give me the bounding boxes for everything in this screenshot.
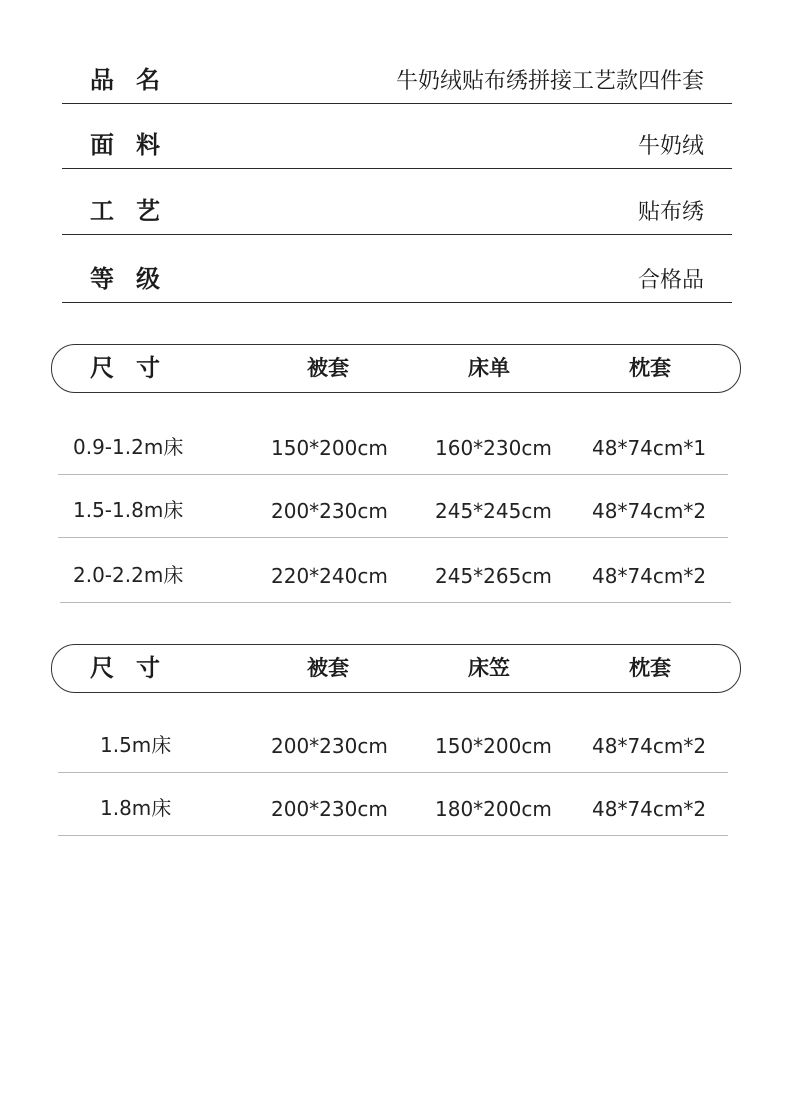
spec-label: 面料 (90, 131, 182, 159)
spec-value: 牛奶绒 (637, 134, 704, 159)
spec-value: 贴布绣 (637, 200, 704, 225)
cell-pillowcase: 48*74cm*1 (592, 436, 707, 460)
cell-duvet: 200*230cm (271, 797, 388, 821)
spec-row-grade (62, 234, 732, 303)
header-duvet: 被套 (307, 656, 349, 680)
header-fitted-sheet: 床笠 (468, 656, 510, 680)
cell-sheet: 245*265cm (435, 564, 552, 588)
cell-pillowcase: 48*74cm*2 (592, 499, 707, 523)
cell-size: 0.9-1.2m床 (73, 435, 184, 459)
cell-pillowcase: 48*74cm*2 (592, 734, 707, 758)
cell-sheet: 160*230cm (435, 436, 552, 460)
spec-row-name (62, 56, 732, 104)
cell-fitted-sheet: 150*200cm (435, 734, 552, 758)
table-row (60, 538, 731, 603)
cell-fitted-sheet: 180*200cm (435, 797, 552, 821)
cell-pillowcase: 48*74cm*2 (592, 564, 707, 588)
header-duvet: 被套 (307, 356, 349, 380)
header-sheet: 床单 (468, 356, 510, 380)
header-pillowcase: 枕套 (629, 356, 671, 380)
cell-size: 2.0-2.2m床 (73, 563, 184, 587)
table1-header (51, 344, 741, 393)
spec-value: 合格品 (637, 268, 704, 293)
table-row (58, 773, 728, 836)
spec-value: 牛奶绒贴布绣拼接工艺款四件套 (395, 69, 704, 94)
cell-sheet: 245*245cm (435, 499, 552, 523)
cell-size: 1.8m床 (100, 796, 172, 820)
cell-size: 1.5-1.8m床 (73, 498, 184, 522)
spec-label: 工艺 (90, 197, 182, 225)
cell-duvet: 200*230cm (271, 734, 388, 758)
spec-row-fabric (62, 103, 732, 169)
spec-label: 品名 (90, 66, 182, 94)
table-row (58, 414, 728, 475)
header-size: 尺寸 (90, 654, 182, 682)
cell-duvet: 200*230cm (271, 499, 388, 523)
cell-duvet: 150*200cm (271, 436, 388, 460)
table-row (58, 712, 728, 773)
header-pillowcase: 枕套 (629, 656, 671, 680)
header-size: 尺寸 (90, 354, 182, 382)
cell-size: 1.5m床 (100, 733, 172, 757)
table2-header (51, 644, 741, 693)
spec-label: 等级 (90, 265, 182, 293)
spec-row-craft (62, 168, 732, 235)
cell-duvet: 220*240cm (271, 564, 388, 588)
cell-pillowcase: 48*74cm*2 (592, 797, 707, 821)
table-row (58, 475, 728, 538)
